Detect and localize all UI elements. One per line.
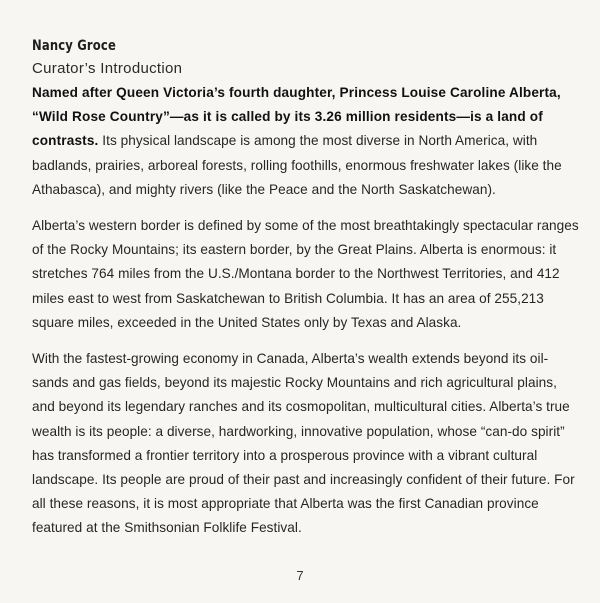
section-subtitle: Curator’s Introduction [32,60,183,77]
paragraph-1-body: Its physical landscape is among the most diverse in North America, with badlands, prairies, arboreal forests, rolling foothills, enormous freshwater lakes (like the Athabasca), and mighty rivers (like the Peace and the North Saskatchewan). [32,133,562,197]
page-number: 7 [296,568,304,583]
paragraph-2: Alberta’s western border is defined by some of the most breathtakingly spectacular ranges of the Rocky Mountains; its eastern border, by the Great Plains. Alberta is enormous: it stretches 764 miles from the U.S./Montana border to the Northwest Territories, and 412 miles east to west from Saskatchewan to British Columbia. It has an area of 255,213 square miles, exceeded in the United States only by Texas and Alaska. [32,218,579,330]
article [32,36,580,541]
paragraph-3: With the fastest-growing economy in Canada, Alberta’s wealth extends beyond its oil-sands and gas fields, beyond its majestic Rocky Mountains and rich agricultural plains, and beyond its legendary ranches and its cosmopolitan, multicultural cities. Alberta’s true wealth is its people: a diverse, hardworking, innovative population, whose “can-do spirit” has transformed a frontier territory into a prosperous province with a vibrant cultural landscape. Its people are proud of their past and increasingly confident of their future. For all these reasons, it is most appropriate that Alberta was the first Canadian province featured at the Smithsonian Folklife Festival. [32,351,575,536]
author-name: Nancy Groce [32,38,116,54]
paragraph-1-lead: Named after Queen Victoria’s fourth daughter, Princess Louise Caroline Alberta, “Wild Rose Country”—as it is called by its 3.26 million residents—is a land of contrasts. [32,85,561,149]
paragraph-1 [32,81,580,202]
